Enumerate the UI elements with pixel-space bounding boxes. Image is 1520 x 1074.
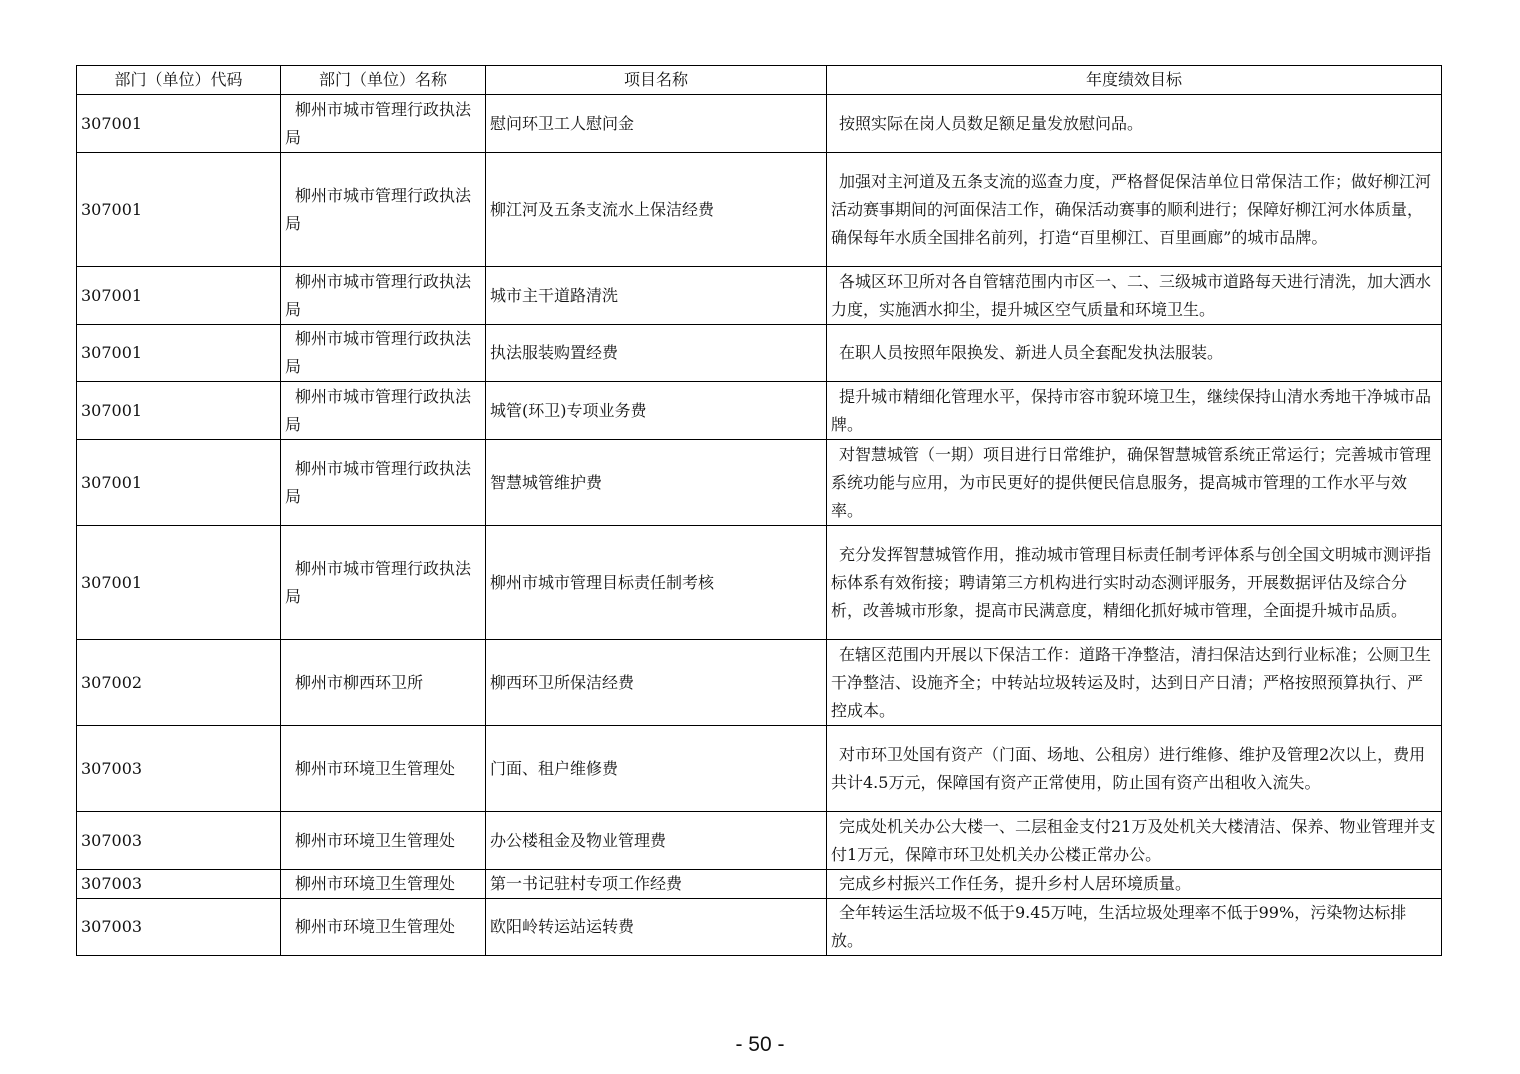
cell-annual-goal: 各城区环卫所对各自管辖范围内市区一、二、三级城市道路每天进行清洗，加大洒水力度，实施洒水抑尘，提升城区空气质量和环境卫生。 xyxy=(827,267,1442,325)
cell-annual-goal: 在辖区范围内开展以下保洁工作：道路干净整洁，清扫保洁达到行业标准；公厕卫生干净整洁、设施齐全；中转站垃圾转运及时，达到日产日清；严格按照预算执行、严控成本。 xyxy=(827,640,1442,726)
header-row xyxy=(77,66,1442,95)
cell-dept-name: 柳州市环境卫生管理处 xyxy=(281,899,486,956)
cell-annual-goal: 完成乡村振兴工作任务，提升乡村人居环境质量。 xyxy=(827,870,1442,899)
table-row xyxy=(77,95,1442,153)
cell-project-name: 智慧城管维护费 xyxy=(486,440,827,526)
cell-dept-name: 柳州市城市管理行政执法局 xyxy=(281,267,486,325)
cell-dept-code: 307001 xyxy=(77,95,281,153)
table-row xyxy=(77,899,1442,956)
cell-project-name: 第一书记驻村专项工作经费 xyxy=(486,870,827,899)
cell-dept-code: 307001 xyxy=(77,153,281,267)
cell-dept-code: 307003 xyxy=(77,726,281,812)
cell-dept-code: 307001 xyxy=(77,382,281,440)
cell-project-name: 执法服装购置经费 xyxy=(486,325,827,382)
cell-annual-goal: 提升城市精细化管理水平，保持市容市貌环境卫生，继续保持山清水秀地干净城市品牌。 xyxy=(827,382,1442,440)
header-annual-goal: 年度绩效目标 xyxy=(827,66,1442,95)
cell-dept-code: 307003 xyxy=(77,812,281,870)
cell-project-name: 欧阳岭转运站运转费 xyxy=(486,899,827,956)
cell-dept-name: 柳州市环境卫生管理处 xyxy=(281,726,486,812)
table-row xyxy=(77,440,1442,526)
table-row xyxy=(77,382,1442,440)
cell-project-name: 慰问环卫工人慰问金 xyxy=(486,95,827,153)
table-row xyxy=(77,526,1442,640)
cell-dept-name: 柳州市城市管理行政执法局 xyxy=(281,153,486,267)
cell-annual-goal: 完成处机关办公大楼一、二层租金支付21万及处机关大楼清洁、保养、物业管理并支付1万元，保障市环卫处机关办公楼正常办公。 xyxy=(827,812,1442,870)
table-row xyxy=(77,640,1442,726)
header-project-name: 项目名称 xyxy=(486,66,827,95)
cell-dept-name: 柳州市城市管理行政执法局 xyxy=(281,95,486,153)
cell-dept-name: 柳州市城市管理行政执法局 xyxy=(281,526,486,640)
cell-annual-goal: 在职人员按照年限换发、新进人员全套配发执法服装。 xyxy=(827,325,1442,382)
header-dept-name: 部门（单位）名称 xyxy=(281,66,486,95)
cell-dept-code: 307001 xyxy=(77,526,281,640)
table-row xyxy=(77,153,1442,267)
header-dept-code: 部门（单位）代码 xyxy=(77,66,281,95)
cell-dept-name: 柳州市城市管理行政执法局 xyxy=(281,382,486,440)
cell-annual-goal: 对市环卫处国有资产（门面、场地、公租房）进行维修、维护及管理2次以上，费用共计4.5万元，保障国有资产正常使用，防止国有资产出租收入流失。 xyxy=(827,726,1442,812)
cell-project-name: 柳江河及五条支流水上保洁经费 xyxy=(486,153,827,267)
table-row xyxy=(77,726,1442,812)
cell-dept-code: 307001 xyxy=(77,325,281,382)
table-row xyxy=(77,267,1442,325)
cell-project-name: 城市主干道路清洗 xyxy=(486,267,827,325)
cell-annual-goal: 全年转运生活垃圾不低于9.45万吨，生活垃圾处理率不低于99%，污染物达标排放。 xyxy=(827,899,1442,956)
page-number: - 50 - xyxy=(735,1033,785,1056)
cell-annual-goal: 充分发挥智慧城管作用，推动城市管理目标责任制考评体系与创全国文明城市测评指标体系有效衔接；聘请第三方机构进行实时动态测评服务，开展数据评估及综合分析，改善城市形象，提高市民满意度，精细化抓好城市管理，全面提升城市品质。 xyxy=(827,526,1442,640)
table-row xyxy=(77,325,1442,382)
cell-project-name: 办公楼租金及物业管理费 xyxy=(486,812,827,870)
cell-project-name: 门面、租户维修费 xyxy=(486,726,827,812)
cell-dept-name: 柳州市城市管理行政执法局 xyxy=(281,440,486,526)
table-row xyxy=(77,812,1442,870)
cell-annual-goal: 加强对主河道及五条支流的巡查力度，严格督促保洁单位日常保洁工作；做好柳江河活动赛事期间的河面保洁工作，确保活动赛事的顺利进行；保障好柳江河水体质量，确保每年水质全国排名前列，打造“百里柳江、百里画廊”的城市品牌。 xyxy=(827,153,1442,267)
cell-annual-goal: 按照实际在岗人员数足额足量发放慰问品。 xyxy=(827,95,1442,153)
cell-project-name: 柳西环卫所保洁经费 xyxy=(486,640,827,726)
cell-dept-name: 柳州市环境卫生管理处 xyxy=(281,870,486,899)
cell-project-name: 城管(环卫)专项业务费 xyxy=(486,382,827,440)
performance-table xyxy=(76,65,1442,956)
cell-dept-name: 柳州市城市管理行政执法局 xyxy=(281,325,486,382)
cell-dept-code: 307003 xyxy=(77,899,281,956)
cell-dept-code: 307001 xyxy=(77,267,281,325)
cell-dept-code: 307003 xyxy=(77,870,281,899)
cell-project-name: 柳州市城市管理目标责任制考核 xyxy=(486,526,827,640)
cell-dept-name: 柳州市柳西环卫所 xyxy=(281,640,486,726)
cell-annual-goal: 对智慧城管（一期）项目进行日常维护，确保智慧城管系统正常运行；完善城市管理系统功能与应用，为市民更好的提供便民信息服务，提高城市管理的工作水平与效率。 xyxy=(827,440,1442,526)
table-row xyxy=(77,870,1442,899)
cell-dept-code: 307001 xyxy=(77,440,281,526)
cell-dept-code: 307002 xyxy=(77,640,281,726)
cell-dept-name: 柳州市环境卫生管理处 xyxy=(281,812,486,870)
